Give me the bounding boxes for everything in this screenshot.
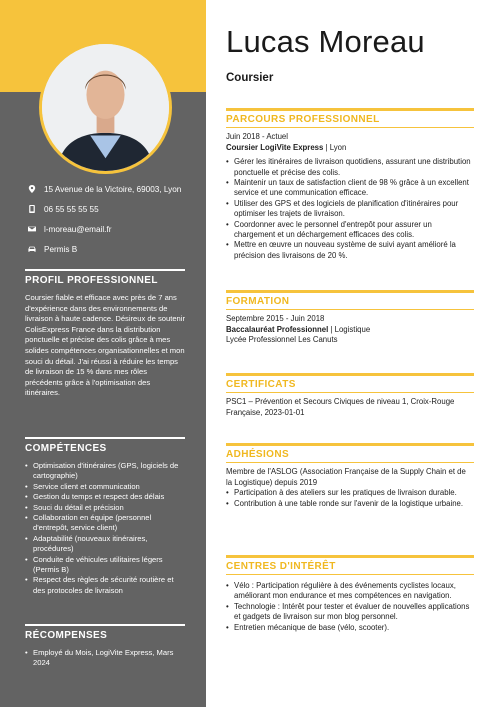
list-item: • Gérer les itinéraires de livraison quotidiens, assurant une distribution ponctuelle et précise des colis. (226, 157, 474, 178)
certificates-heading: CERTIFICATS (226, 379, 296, 390)
education-school: Lycée Professionnel Les Canuts (226, 335, 338, 345)
contact-list (25, 180, 200, 260)
memberships-heading: ADHÉSIONS (226, 449, 290, 460)
list-item: • Employé du Mois, LogiVite Express, Mars 2024 (25, 648, 185, 669)
list-item: • Adaptabilité (nouveaux itinéraires, procédures) (25, 534, 185, 555)
interests-heading: CENTRES D'INTÉRÊT (226, 561, 336, 572)
contact-license: Permis B (25, 240, 200, 258)
list-item: • Conduite de véhicules utilitaires légers (Permis B) (25, 555, 185, 576)
candidate-name: Lucas Moreau (226, 24, 425, 59)
experience-dates: Juin 2018 - Actuel (226, 132, 288, 141)
skills-heading: COMPÉTENCES (25, 443, 107, 454)
education-heading: FORMATION (226, 296, 290, 307)
education-degree: Baccalauréat Professionnel (226, 324, 329, 334)
education-section (226, 290, 474, 346)
experience-role: Coursier LogiVite Express (226, 142, 324, 152)
list-item: • Coordonner avec le personnel d'entrepôt pour assurer un chargement et un déchargement efficaces des colis. (226, 220, 474, 241)
list-item: • Maintenir un taux de satisfaction client de 98 % grâce à un excellent service et une communication efficace. (226, 178, 474, 199)
list-item: • Contribution à une table ronde sur l'avenir de la logistique urbaine. (226, 499, 474, 509)
list-item: • Gestion du temps et respect des délais (25, 492, 185, 502)
contact-address: 15 Avenue de la Victoire, 69003, Lyon (25, 180, 200, 198)
list-item: • Service client et communication (25, 482, 185, 492)
list-item: • Respect des règles de sécurité routière et des protocoles de livraison (25, 575, 185, 596)
education-dates: Septembre 2015 - Juin 2018 (226, 314, 325, 323)
phone-icon (25, 205, 39, 213)
awards-heading: RÉCOMPENSES (25, 630, 108, 641)
skills-section (25, 437, 185, 596)
car-icon (25, 245, 39, 253)
profile-section (25, 269, 185, 399)
memberships-section (226, 443, 474, 509)
list-item: • Utiliser des GPS et des logiciels de planification d'itinéraires pour optimiser les trajets de livraison. (226, 199, 474, 220)
memberships-text: Membre de l'ASLOG (Association Française de la Supply Chain et de la Logistique) depuis 2019 (226, 467, 466, 487)
contact-email: l-moreau@email.fr (25, 220, 200, 238)
interests-section (226, 555, 474, 633)
envelope-icon (25, 225, 39, 233)
certificates-text: PSC1 – Prévention et Secours Civiques de niveau 1, Croix-Rouge Française, 2023-01-01 (226, 397, 455, 417)
avatar (42, 44, 169, 171)
list-item: • Optimisation d'itinéraires (GPS, logiciels de cartographie) (25, 461, 185, 482)
job-title: Coursier (226, 72, 274, 84)
contact-phone: 06 55 55 55 55 (25, 200, 200, 218)
list-item: • Entretien mécanique de base (vélo, scooter). (226, 623, 474, 633)
profile-photo (39, 41, 172, 174)
list-item: • Mettre en œuvre un nouveau système de suivi ayant amélioré la précision des livraisons de 20 %. (226, 240, 474, 261)
list-item: • Vélo : Participation régulière à des événements cyclistes locaux, améliorant mon endurance et mes compétences en navigation. (226, 581, 474, 602)
location-pin-icon (25, 185, 39, 193)
education-field: | Logistique (328, 324, 371, 334)
profile-heading: PROFIL PROFESSIONNEL (25, 275, 158, 286)
certificates-section (226, 373, 474, 418)
experience-heading: PARCOURS PROFESSIONNEL (226, 114, 380, 125)
awards-section (25, 624, 185, 669)
education-degree-line (226, 325, 474, 336)
experience-location: | Lyon (323, 142, 347, 152)
experience-section (226, 108, 474, 261)
profile-text: Coursier fiable et efficace avec près de 7 ans d'expérience dans des environnements de livraison à haute cadence. Désireux de soutenir ColisExpress France dans la distribution ponctuelle et précise des colis grâce à mes solides compétences organisationnelles et mon souci du détail. J'ai réussi à réduire les temps de livraison de 15 % dans mes rôles précédents grâce à l'optimisation des itinéraires. (25, 293, 185, 398)
list-item: • Technologie : Intérêt pour tester et évaluer de nouvelles applications et gadgets de livraison sur mon blog personnel. (226, 602, 474, 623)
list-item: • Participation à des ateliers sur les pratiques de livraison durable. (226, 488, 474, 498)
list-item: • Souci du détail et précision (25, 503, 185, 513)
experience-role-line (226, 143, 474, 154)
list-item: • Collaboration en équipe (personnel d'entrepôt, service client) (25, 513, 185, 534)
